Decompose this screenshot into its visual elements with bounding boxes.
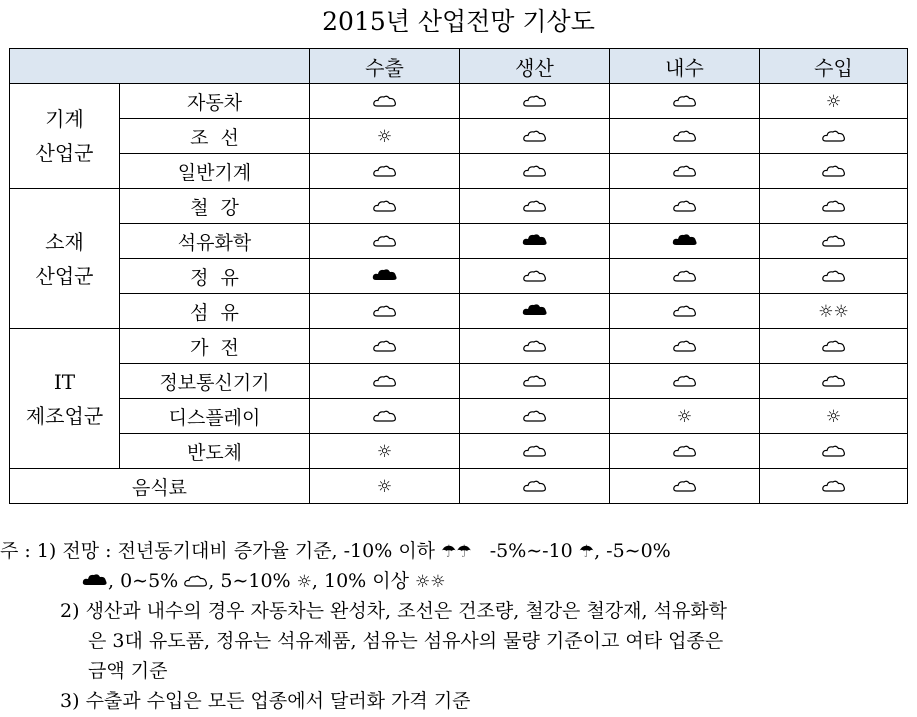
table-row — [10, 189, 908, 224]
industry-name: 자동차 — [120, 84, 310, 119]
forecast-cell — [760, 84, 908, 119]
sun-icon: ☼ — [296, 571, 312, 592]
sun-icon: ☼ — [376, 441, 393, 462]
forecast-cell — [460, 259, 610, 294]
cloud-icon — [673, 478, 697, 497]
table-row — [10, 294, 908, 329]
forecast-cell — [460, 189, 610, 224]
cloud-icon — [373, 233, 397, 252]
column-header: 생산 — [460, 49, 610, 84]
cloud-icon — [373, 198, 397, 217]
cloud-icon — [673, 303, 697, 322]
cloud-icon — [373, 303, 397, 322]
note-2-text-1: 생산과 내수의 경우 자동차는 완성차, 조선은 건조량, 철강은 철강재, 석유화학 — [85, 600, 728, 622]
column-header: 내수 — [610, 49, 760, 84]
cloud-icon — [523, 93, 547, 112]
group-label — [10, 329, 120, 469]
cloud-icon — [822, 163, 846, 182]
cloud-icon — [673, 128, 697, 147]
forecast-cell — [460, 84, 610, 119]
forecast-cell — [310, 224, 460, 259]
forecast-cell — [460, 399, 610, 434]
header-row — [10, 49, 908, 84]
group-label — [10, 84, 120, 189]
dark-cloud-icon — [522, 302, 548, 322]
forecast-cell — [310, 329, 460, 364]
cloud-icon — [523, 478, 547, 497]
umbrella-icon: ☂ — [578, 541, 595, 562]
forecast-cell — [760, 329, 908, 364]
cloud-icon — [523, 338, 547, 357]
forecast-cell — [610, 294, 760, 329]
dark-cloud-icon — [82, 572, 108, 592]
forecast-cell — [310, 189, 460, 224]
industry-name: 석유화학 — [120, 224, 310, 259]
industry-name: 조 선 — [120, 119, 310, 154]
forecast-cell — [460, 329, 610, 364]
note-3-text: 수출과 수입은 모든 업종에서 달러화 가격 기준 — [85, 690, 471, 712]
industry-name: 반도체 — [120, 434, 310, 469]
cloud-icon — [523, 408, 547, 427]
cloud-icon — [673, 268, 697, 287]
group-label-line: 기계 — [45, 107, 84, 131]
forecast-cell — [760, 294, 908, 329]
forecast-cell — [310, 119, 460, 154]
note-1-legend-b: , 5∼10% — [208, 570, 291, 592]
note-1-line-2 — [82, 566, 446, 596]
forecast-cell — [610, 224, 760, 259]
umbrella-icon: ☂☂ — [441, 541, 472, 562]
cloud-icon — [523, 268, 547, 287]
cloud-icon — [822, 338, 846, 357]
forecast-cell — [310, 364, 460, 399]
forecast-cell — [760, 259, 908, 294]
note-3-line — [60, 686, 471, 716]
sun-icon: ☼ — [376, 126, 393, 147]
table-row — [10, 84, 908, 119]
table-row — [10, 469, 908, 504]
cloud-icon — [673, 373, 697, 392]
industry-name: 철 강 — [120, 189, 310, 224]
forecast-cell — [460, 469, 610, 504]
forecast-cell — [760, 119, 908, 154]
column-header: 수입 — [760, 49, 908, 84]
note-2-line-1 — [60, 596, 727, 626]
cloud-icon — [373, 408, 397, 427]
industry-name: 정보통신기기 — [120, 364, 310, 399]
forecast-cell — [760, 224, 908, 259]
cloud-icon — [523, 198, 547, 217]
cloud-icon — [523, 128, 547, 147]
note-1-range-2: , -5∼0% — [594, 540, 671, 562]
double-sun-icon: ☼☼ — [415, 571, 446, 592]
forecast-cell — [760, 399, 908, 434]
table-row — [10, 154, 908, 189]
note-2-label: 2) — [60, 600, 80, 622]
forecast-cell — [460, 119, 610, 154]
forecast-cell — [310, 294, 460, 329]
forecast-cell — [310, 259, 460, 294]
industry-name: 가 전 — [120, 329, 310, 364]
industry-name: 정 유 — [120, 259, 310, 294]
table-row — [10, 399, 908, 434]
group-label — [10, 189, 120, 329]
note-1-line-1 — [0, 536, 671, 566]
cloud-icon — [523, 373, 547, 392]
cloud-icon — [673, 338, 697, 357]
double-sun-icon: ☼☼ — [818, 301, 849, 322]
table-row — [10, 434, 908, 469]
industry-name: 음식료 — [10, 469, 310, 504]
forecast-cell — [760, 154, 908, 189]
group-label-line: 제조업군 — [25, 403, 104, 428]
note-2-line-3: 금액 기준 — [88, 660, 168, 682]
forecast-cell — [460, 364, 610, 399]
group-label-line: 소재 — [45, 229, 84, 254]
table-row — [10, 364, 908, 399]
forecast-cell — [610, 84, 760, 119]
cloud-icon — [822, 443, 846, 462]
industry-name: 디스플레이 — [120, 399, 310, 434]
forecast-cell — [610, 329, 760, 364]
forecast-cell — [460, 224, 610, 259]
forecast-cell — [460, 154, 610, 189]
forecast-cell — [610, 434, 760, 469]
sun-icon: ☼ — [825, 406, 842, 427]
cloud-icon — [523, 163, 547, 182]
cloud-icon — [373, 373, 397, 392]
note-2-line-2: 은 3대 유도품, 정유는 석유제품, 섬유는 섬유사의 물량 기준이고 여타 업종은 — [88, 630, 724, 652]
dark-cloud-icon — [522, 232, 548, 252]
forecast-cell — [610, 154, 760, 189]
forecast-cell — [760, 434, 908, 469]
forecast-cell — [610, 469, 760, 504]
forecast-cell — [760, 364, 908, 399]
forecast-cell — [310, 84, 460, 119]
table-row — [10, 224, 908, 259]
cloud-icon — [822, 478, 846, 497]
cloud-icon — [822, 373, 846, 392]
table-row — [10, 259, 908, 294]
header-blank — [10, 49, 310, 84]
note-prefix: 주 : 1) — [0, 540, 57, 562]
sun-icon: ☼ — [825, 91, 842, 112]
column-header: 수출 — [310, 49, 460, 84]
cloud-icon — [673, 93, 697, 112]
cloud-icon — [822, 233, 846, 252]
cloud-icon — [822, 198, 846, 217]
note-3-label: 3) — [60, 690, 80, 712]
note-1-text: 전망 : 전년동기대비 증가율 기준, -10% 이하 — [62, 540, 436, 562]
industry-name: 섬 유 — [120, 294, 310, 329]
note-1-legend-a: , 0∼5% — [108, 570, 179, 592]
group-label-line: IT — [53, 369, 76, 394]
cloud-icon — [373, 93, 397, 112]
table-row — [10, 119, 908, 154]
table-row — [10, 329, 908, 364]
forecast-cell — [310, 399, 460, 434]
forecast-cell — [310, 154, 460, 189]
industry-name: 일반기계 — [120, 154, 310, 189]
cloud-icon — [673, 163, 697, 182]
note-1-legend-c: , 10% 이상 — [311, 570, 409, 592]
forecast-cell — [610, 119, 760, 154]
forecast-cell — [760, 189, 908, 224]
sun-icon: ☼ — [676, 406, 693, 427]
note-1-range: -5%∼-10 — [489, 540, 573, 562]
cloud-icon — [822, 128, 846, 147]
cloud-icon — [373, 163, 397, 182]
cloud-icon — [523, 443, 547, 462]
group-label-line: 산업군 — [35, 141, 94, 165]
cloud-icon — [673, 198, 697, 217]
group-label-line: 산업군 — [35, 263, 94, 288]
forecast-cell — [460, 294, 610, 329]
dark-cloud-icon — [372, 267, 398, 287]
cloud-icon — [373, 338, 397, 357]
cloud-icon — [184, 573, 208, 592]
forecast-cell — [310, 469, 460, 504]
page-title: 2015년 산업전망 기상도 — [322, 7, 595, 36]
sun-icon: ☼ — [376, 476, 393, 497]
forecast-cell — [460, 434, 610, 469]
forecast-cell — [610, 259, 760, 294]
cloud-icon — [822, 268, 846, 287]
cloud-icon — [673, 443, 697, 462]
forecast-cell — [610, 399, 760, 434]
dark-cloud-icon — [672, 232, 698, 252]
forecast-table — [9, 48, 908, 504]
forecast-cell — [610, 364, 760, 399]
forecast-cell — [610, 189, 760, 224]
forecast-cell — [760, 469, 908, 504]
forecast-cell — [310, 434, 460, 469]
